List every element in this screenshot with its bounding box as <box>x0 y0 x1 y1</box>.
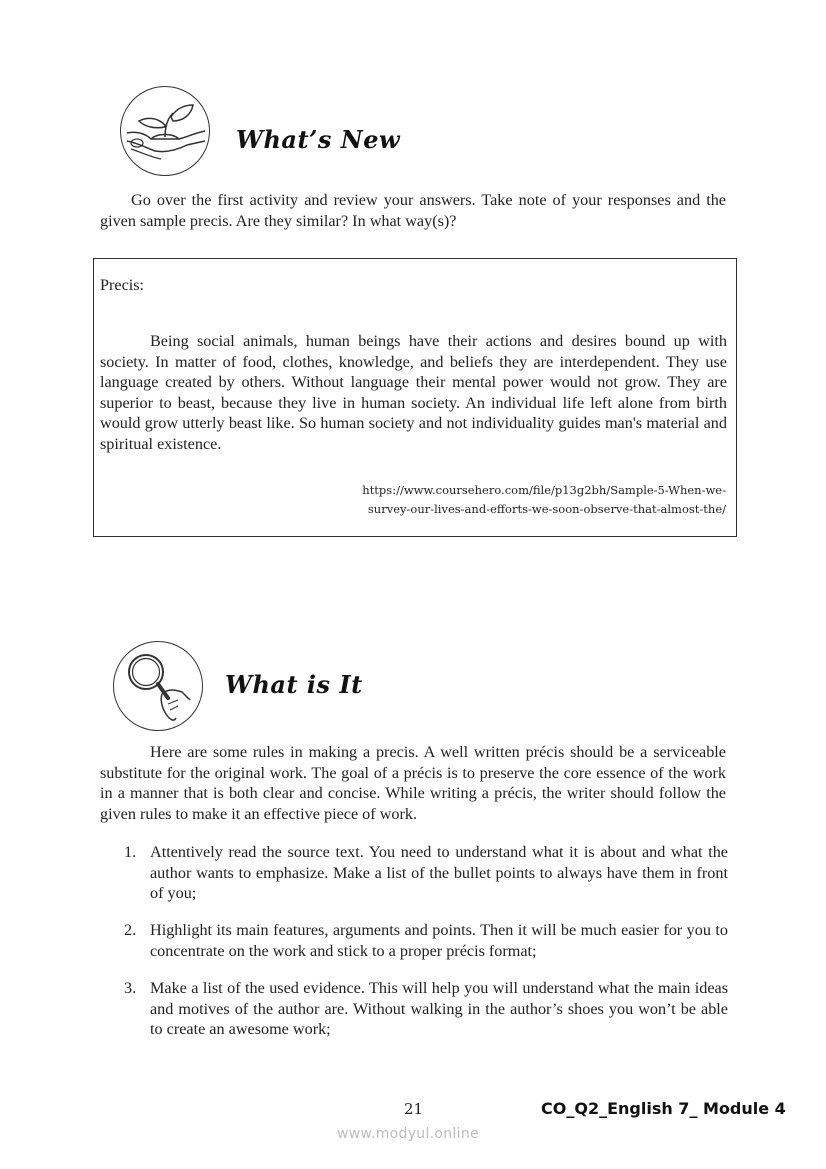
precis-label: Precis: <box>100 276 145 294</box>
rule-number: 2. <box>124 921 137 939</box>
precis-source <box>306 481 726 519</box>
what-is-it-title: What is It <box>225 670 363 699</box>
rule-text: Attentively read the source text. You need to understand what it is about and what the author wants to emphasize. Make a list of the bullet points to always have them in front of you; <box>150 843 728 903</box>
magnifying-glass-hand-icon <box>114 642 202 730</box>
watermark: www.modyul.online <box>337 1126 479 1142</box>
source-url-line-2: survey-our-lives-and-efforts-we-soon-observe-that-almost-the/ <box>367 502 726 516</box>
hand-holding-seedling-icon <box>121 87 209 175</box>
rule-item <box>124 978 728 1040</box>
rule-number: 1. <box>124 843 137 861</box>
what-is-it-icon <box>113 641 203 731</box>
rule-text: Make a list of the used evidence. This will help you will understand what the main ideas and motives of the author are. Without walking in the author’s shoes you won’t be able to create an awesome work; <box>150 979 728 1039</box>
module-label: CO_Q2_English 7_ Module 4 <box>541 1099 786 1118</box>
rule-item <box>124 842 728 904</box>
whats-new-icon <box>120 86 210 176</box>
rule-number: 3. <box>124 979 137 997</box>
rule-item <box>124 920 728 961</box>
source-url-line-1: https://www.coursehero.com/file/p13g2bh/Sample-5-When-we- <box>362 483 726 497</box>
page-number: 21 <box>404 1100 424 1118</box>
rule-text: Highlight its main features, arguments and points. Then it will be much easier for you to concentrate on the work and stick to a proper précis format; <box>150 921 728 960</box>
whats-new-intro: Go over the first activity and review your answers. Take note of your responses and the given sample precis. Are they similar? In what way(s)? <box>100 191 726 230</box>
precis-box <box>93 258 737 537</box>
precis-body: Being social animals, human beings have their actions and desires bound up with society. In matter of food, clothes, knowledge, and beliefs they are interdependent. They use language created by others. Without language their mental power would not grow. They are superior to beast, because they live in human society. An individual life left alone from birth would grow utterly beast like. So human society and not individuality guides man's material and spiritual existence. <box>100 332 727 453</box>
whats-new-title: What’s New <box>236 125 401 154</box>
what-is-it-intro: Here are some rules in making a precis. A well written précis should be a serviceable substitute for the original work. The goal of a précis is to preserve the core essence of the work in a manner that is both clear and concise. While writing a précis, the writer should follow the given rules to make it an effective piece of work. <box>100 743 726 823</box>
